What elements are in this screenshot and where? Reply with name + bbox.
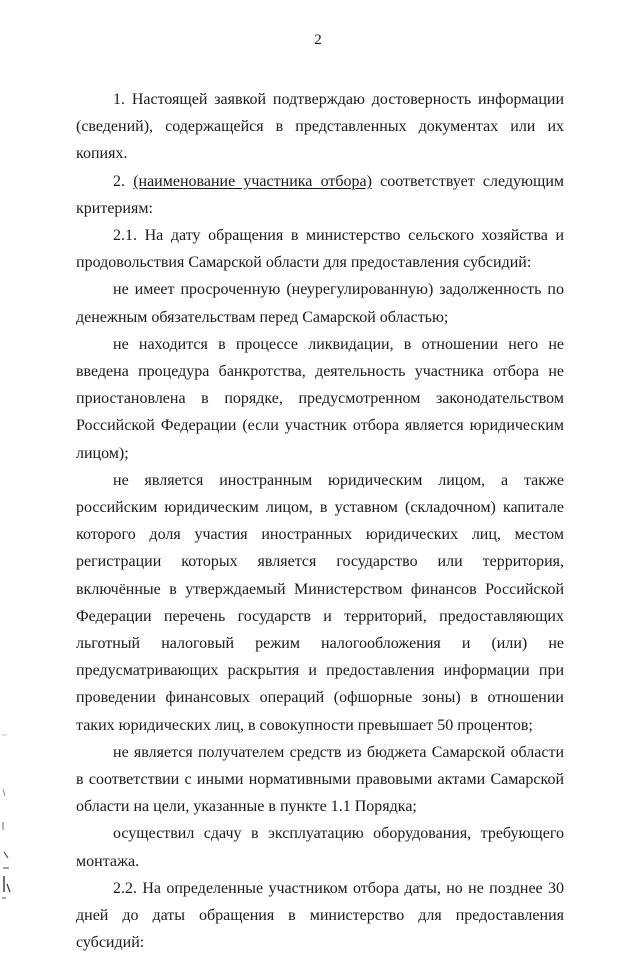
criterion-equipment-commissioned: осуществил сдачу в эксплуатацию оборудования, требующего монтажа.: [76, 825, 564, 870]
criterion-no-liquidation: не находится в процессе ликвидации, в отношении него не введена процедура банкротства, деятельность участника отбора не приостановлена в порядке, предусмотренном законодательством Российской Федерации (если участник отбора является юридическим лицом);: [76, 335, 564, 462]
paragraph-2-2-heading: 2.2. На определенные участником отбора даты, но не позднее 30 дней до даты обращения в министерство для предоставления субсидий:: [76, 879, 564, 952]
participant-name-placeholder: (наименование участника отбора): [133, 172, 372, 190]
criterion-no-other-budget-funds: не является получателем средств из бюджета Самарской области в соответствии с иными нормативными правовыми актами Самарской области на цели, указанные в пункте 1.1 Порядка;: [76, 743, 564, 816]
paragraph-2-text: соответствует следующим критериям:: [76, 172, 565, 217]
paragraph-2-1-heading: 2.1. На дату обращения в министерство сельского хозяйства и продовольствия Самарской области для предоставления субсидий:: [76, 227, 564, 272]
scan-edge-marks: [0, 0, 20, 905]
page-number: 2: [314, 32, 322, 48]
document-body: [76, 86, 564, 957]
criterion-not-foreign-entity: не является иностранным юридическим лицом, а также российским юридическим лицом, в уставном (складочном) капитале которого доля участия иностранных юридических лиц, местом регистрации которых является государство или территория, включённые в утверждаемый Министерством финансов Российской Федерации перечень государств и территорий, предоставляющих льготный налоговый режим налогообложения и (или) не предусматривающих раскрытия и предоставления информации при проведении финансовых операций (офшорные зоны) в отношении таких юридических лиц, в совокупности превышает 50 процентов;: [76, 471, 564, 734]
paragraph-2-criteria: [76, 168, 564, 222]
paragraph-2-number: 2.: [113, 172, 134, 190]
paragraph-1-confirmation: 1. Настоящей заявкой подтверждаю достоверность информации (сведений), содержащейся в представленных документах или их копиях.: [76, 91, 564, 163]
criterion-no-debt: не имеет просроченную (неурегулированную) задолженность по денежным обязательствам перед Самарской областью;: [76, 281, 564, 326]
